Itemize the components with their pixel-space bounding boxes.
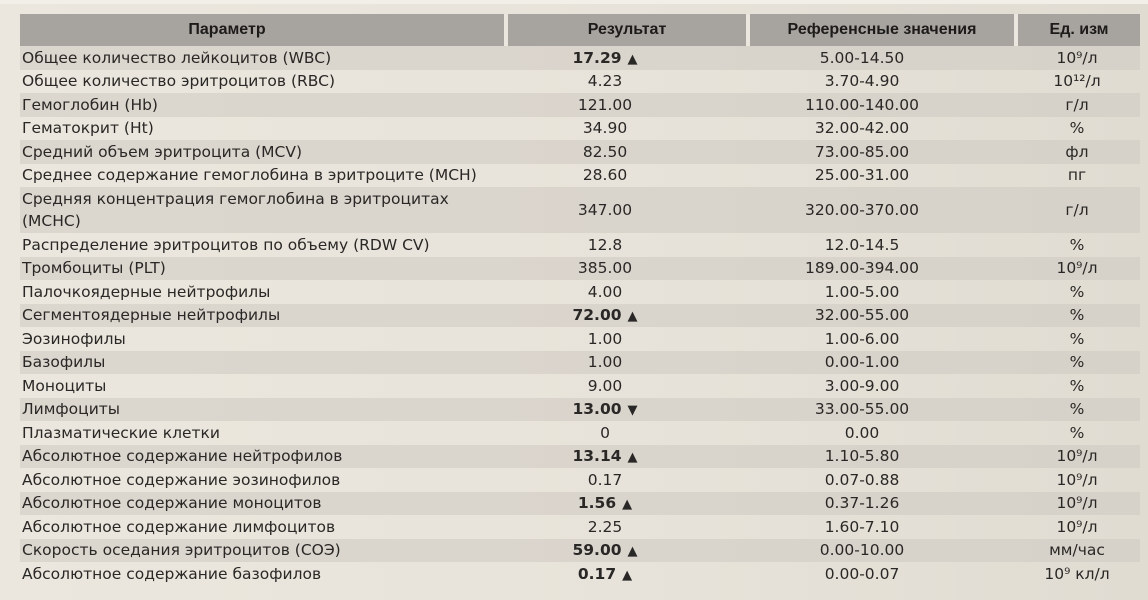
unit-cell: % [1069,329,1085,348]
arrow-up-icon: ▲ [627,544,638,560]
result-cell [508,562,750,586]
unit-cell: 10⁹ кл/л [1044,564,1110,583]
reference-cell: 25.00-31.00 [814,166,910,185]
reference-cell: 3.70-4.90 [824,72,900,91]
arrow-up-icon: ▲ [627,309,638,325]
result-value: 2.25 [587,517,623,536]
reference-cell: 0.07-0.88 [824,470,900,489]
result-value: 385.00 [577,259,633,278]
reference-cell: 1.10-5.80 [750,445,1018,469]
table-row [20,539,1140,563]
result-cell [508,304,750,328]
result-cell [508,327,750,351]
result-cell [508,140,750,164]
result-value: 4.23 [587,72,623,91]
unit-cell: 10⁹/л [1018,492,1140,516]
unit-cell: 10¹²/л [1053,72,1101,91]
table-row [20,351,1140,375]
param-cell: Общее количество эритроцитов (RBC) [22,72,335,91]
unit-cell: % [1018,398,1140,422]
result-value: 0 [600,423,610,442]
param-cell: Абсолютное содержание лимфоцитов [22,517,336,536]
result-cell [508,539,750,563]
reference-cell: 1.00-6.00 [824,329,900,348]
param-cell: Гематокрит (Ht) [22,119,154,138]
table-row [20,515,1140,539]
reference-cell: 0.00 [844,423,880,442]
result-value: 121.00 [577,95,633,114]
header-param: Параметр [20,14,508,46]
param-cell: Гемоглобин (Hb) [20,93,508,117]
reference-cell: 0.37-1.26 [750,492,1018,516]
result-value: 0.17 [577,564,617,583]
result-value: 28.60 [582,166,628,185]
result-cell [508,398,750,422]
reference-cell: 0.00-0.07 [824,564,900,583]
param-cell: Тромбоциты (PLT) [20,257,508,281]
reference-cell: 189.00-394.00 [750,257,1018,281]
param-cell: Абсолютное содержание базофилов [22,564,322,583]
reference-cell: 32.00-55.00 [750,304,1018,328]
unit-cell: 10⁹/л [1056,517,1098,536]
unit-cell: % [1069,282,1085,301]
header-ref: Референсные значения [750,14,1018,46]
table-row [20,117,1140,141]
result-value: 13.14 [572,447,622,466]
result-cell [508,280,750,304]
result-cell [508,468,750,492]
reference-cell: 110.00-140.00 [750,93,1018,117]
result-cell [508,70,750,94]
result-cell [508,492,750,516]
page-top-edge [0,0,1148,4]
param-cell: Лимфоциты [20,398,508,422]
unit-cell: % [1018,304,1140,328]
result-value: 12.8 [587,235,623,254]
table-row [20,233,1140,257]
unit-cell: 10⁹/л [1018,257,1140,281]
table-row [20,374,1140,398]
unit-cell: пг [1067,166,1087,185]
arrow-up-icon: ▲ [622,567,633,583]
table-row [20,468,1140,492]
result-cell [508,46,750,70]
table-row [20,398,1140,422]
lab-results-table [20,14,1140,586]
result-value: 9.00 [587,376,623,395]
param-cell: Сегментоядерные нейтрофилы [20,304,508,328]
table-row [20,70,1140,94]
result-value: 34.90 [582,119,628,138]
table-row [20,304,1140,328]
table-row [20,140,1140,164]
reference-cell: 12.0-14.5 [824,235,900,254]
table-row [20,327,1140,351]
unit-cell: 10⁹/л [1056,470,1098,489]
result-value: 17.29 [572,48,622,67]
reference-cell: 320.00-370.00 [750,187,1018,233]
unit-cell: 10⁹/л [1018,46,1140,70]
param-cell: Общее количество лейкоцитов (WBC) [20,46,508,70]
result-value: 347.00 [577,201,633,219]
result-value: 1.00 [587,353,623,372]
param-cell: Среднее содержание гемоглобина в эритроците (MCH) [22,166,477,185]
table-header-row [20,14,1140,46]
result-value: 59.00 [572,541,622,560]
result-value: 13.00 [572,400,622,419]
arrow-up-icon: ▲ [622,497,633,513]
result-cell [508,187,750,233]
reference-cell: 33.00-55.00 [750,398,1018,422]
param-cell: Моноциты [22,376,107,395]
param-cell: Распределение эритроцитов по объему (RDW CV) [22,235,430,254]
arrow-down-icon: ▼ [627,403,638,419]
param-cell: Абсолютное содержание эозинофилов [22,470,341,489]
table-row [20,187,1140,233]
result-cell [508,374,750,398]
unit-cell: г/л [1018,187,1140,233]
unit-cell: мм/час [1018,539,1140,563]
reference-cell: 32.00-42.00 [814,119,910,138]
table-row [20,445,1140,469]
table-row [20,257,1140,281]
reference-cell: 73.00-85.00 [750,140,1018,164]
unit-cell: % [1018,351,1140,375]
param-cell: Базофилы [20,351,508,375]
result-value: 1.00 [587,329,623,348]
result-value: 72.00 [572,306,622,325]
param-cell: Средний объем эритроцита (MCV) [20,140,508,164]
unit-cell: % [1069,119,1085,138]
unit-cell: фл [1018,140,1140,164]
param-cell: Абсолютное содержание нейтрофилов [20,445,508,469]
reference-cell: 3.00-9.00 [824,376,900,395]
result-cell [508,351,750,375]
header-result: Результат [508,14,750,46]
result-value: 0.17 [587,470,623,489]
reference-cell: 1.60-7.10 [824,517,900,536]
unit-cell: % [1069,376,1085,395]
param-cell: Палочкоядерные нейтрофилы [22,282,271,301]
result-value: 82.50 [582,142,628,161]
header-unit: Ед. изм [1018,14,1140,46]
reference-cell: 0.00-1.00 [750,351,1018,375]
param-cell: Плазматические клетки [22,423,220,442]
table-row [20,562,1140,586]
table-row [20,93,1140,117]
arrow-up-icon: ▲ [627,51,638,67]
result-value: 4.00 [587,282,623,301]
table-row [20,492,1140,516]
unit-cell: г/л [1018,93,1140,117]
result-cell [508,233,750,257]
unit-cell: 10⁹/л [1018,445,1140,469]
reference-cell: 0.00-10.00 [750,539,1018,563]
param-cell: Эозинофилы [22,329,126,348]
param-cell: Абсолютное содержание моноцитов [20,492,508,516]
reference-cell: 1.00-5.00 [824,282,900,301]
param-cell: Средняя концентрация гемоглобина в эритроцитах (MCHC) [20,187,508,233]
unit-cell: % [1069,235,1085,254]
table-row [20,46,1140,70]
unit-cell: % [1069,423,1085,442]
arrow-up-icon: ▲ [627,450,638,466]
result-cell [508,117,750,141]
result-cell [508,164,750,188]
result-cell [508,93,750,117]
result-value: 1.56 [577,494,617,513]
result-cell [508,515,750,539]
table-row [20,164,1140,188]
reference-cell: 5.00-14.50 [750,46,1018,70]
param-cell: Скорость оседания эритроцитов (СОЭ) [20,539,508,563]
table-row [20,421,1140,445]
result-cell [508,421,750,445]
table-row [20,280,1140,304]
result-cell [508,257,750,281]
result-cell [508,445,750,469]
